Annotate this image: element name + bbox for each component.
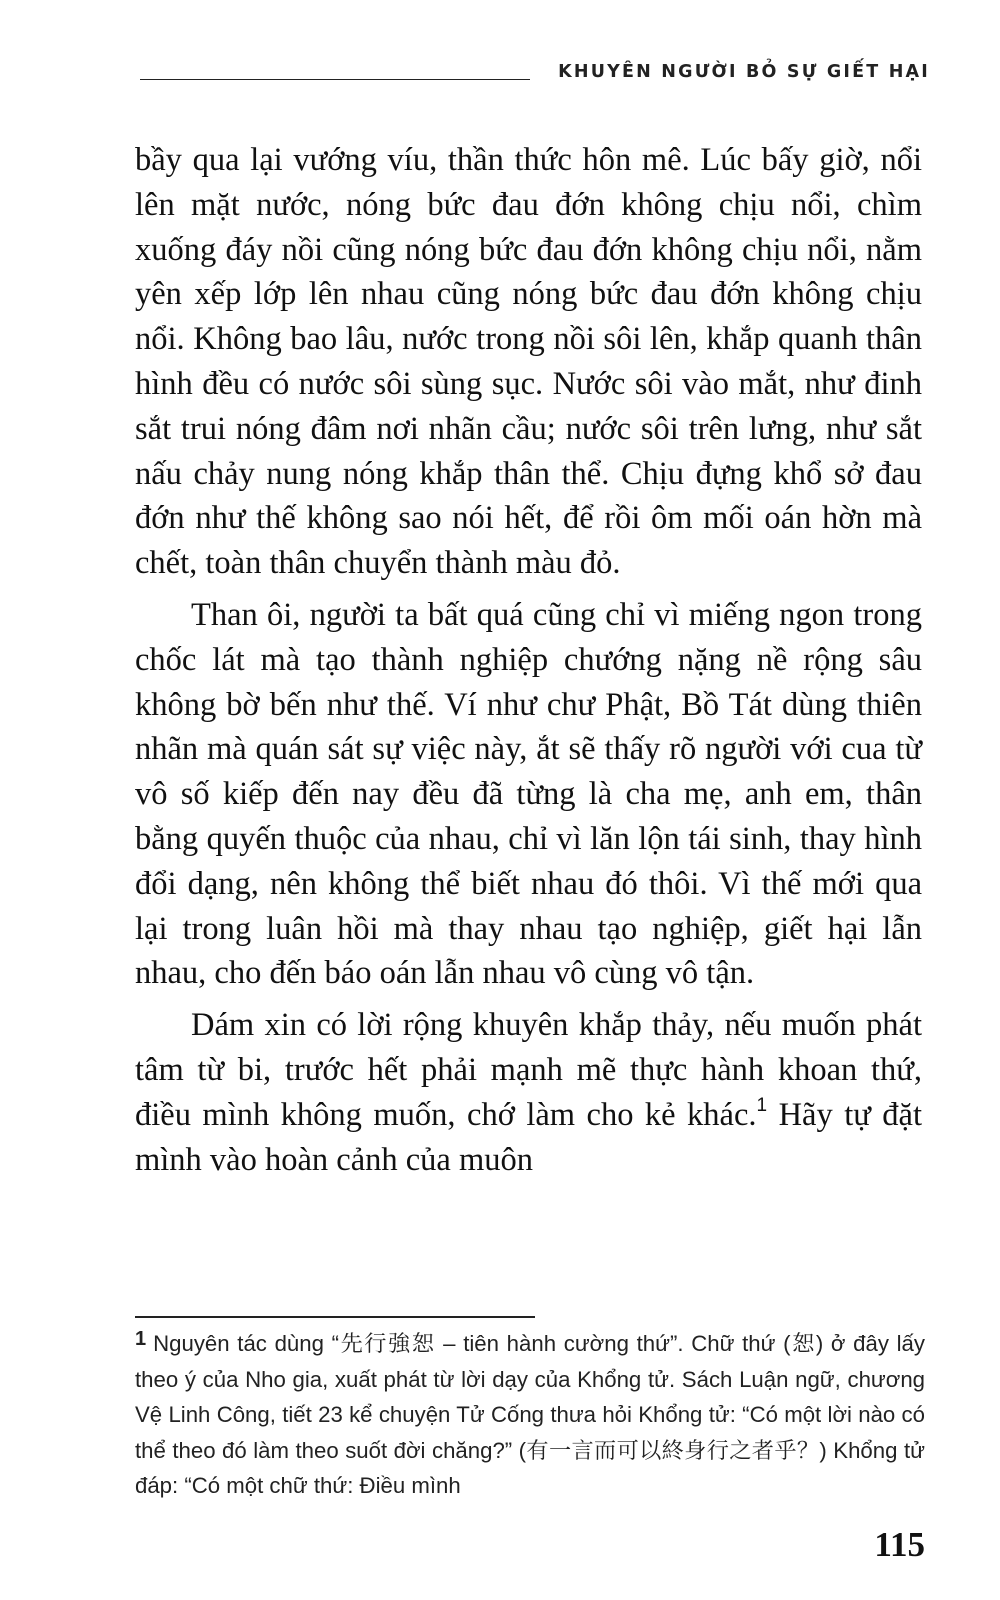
footnote-separator: [135, 1316, 535, 1318]
main-text: [135, 138, 922, 1182]
page-number: 115: [874, 1525, 925, 1564]
footnote: [135, 1322, 925, 1504]
footnote-text: Nguyên tác dùng “先行強恕 – tiên hành cường thứ”. Chữ thứ (恕) ở đây lấy theo ý của Nho gia, xuất phát từ lời dạy của Khổng tử. Sách Luận ngữ, chương Vệ Linh Công, tiết 23 kể chuyện Tử Cống thưa hỏi Khổng tử: “Có một lời nào có thể theo đó làm theo suốt đời chăng?” (有一言而可以終身行之者乎？) Khổng tử đáp: “Có một chữ thứ: Điều mình: [135, 1331, 925, 1498]
paragraph: [135, 1003, 922, 1182]
footnote-number: 1: [135, 1328, 147, 1350]
footnote-area: [135, 1322, 925, 1504]
paragraph: Than ôi, người ta bất quá cũng chỉ vì miếng ngon trong chốc lát mà tạo thành nghiệp chướng nặng nề rộng sâu không bờ bến như thế. Ví như chư Phật, Bồ Tát dùng thiên nhãn mà quán sát sự việc này, ắt sẽ thấy rõ người với cua từ vô số kiếp đến nay đều đã từng là cha mẹ, anh em, thân bằng quyến thuộc của nhau, chỉ vì lăn lộn tái sinh, thay hình đổi dạng, nên không thể biết nhau đó thôi. Vì thế mới qua lại trong luân hồi mà thay nhau tạo nghiệp, giết hại lẫn nhau, cho đến báo oán lẫn nhau vô cùng vô tận.: [135, 596, 922, 992]
paragraph-text: Dám xin có lời rộng khuyên khắp thảy, nếu muốn phát tâm từ bi, trước hết phải mạnh mẽ thực hành khoan thứ, điều mình không muốn, chớ làm cho kẻ khác.: [135, 1007, 922, 1133]
running-head: KHUYÊN NGƯỜI BỎ SỰ GIẾT HẠI: [558, 62, 930, 82]
footnote-reference[interactable]: 1: [756, 1094, 768, 1116]
paragraph-text: Hãy tự đặt mình vào hoàn cảnh của muôn: [135, 1096, 923, 1178]
header-rule: [140, 79, 530, 80]
paragraph: bầy qua lại vướng víu, thần thức hôn mê. Lúc bấy giờ, nổi lên mặt nước, nóng bức đau đớn không chịu nổi, chìm xuống đáy nồi cũng nóng bức đau đớn không chịu nổi, nằm yên xếp lớp lên nhau cũng nóng bức đau đớn không chịu nổi. Không bao lâu, nước trong nồi sôi lên, khắp quanh thân hình đều có nước sôi sùng sục. Nước sôi vào mắt, như đinh sắt trui nóng đâm nơi nhãn cầu; nước sôi trên lưng, như sắt nấu chảy nung nóng khắp thân thể. Chịu đựng khổ sở đau đớn như thế không sao nói hết, để rồi ôm mối oán hờn mà chết, toàn thân chuyển thành màu đỏ.: [135, 142, 922, 582]
